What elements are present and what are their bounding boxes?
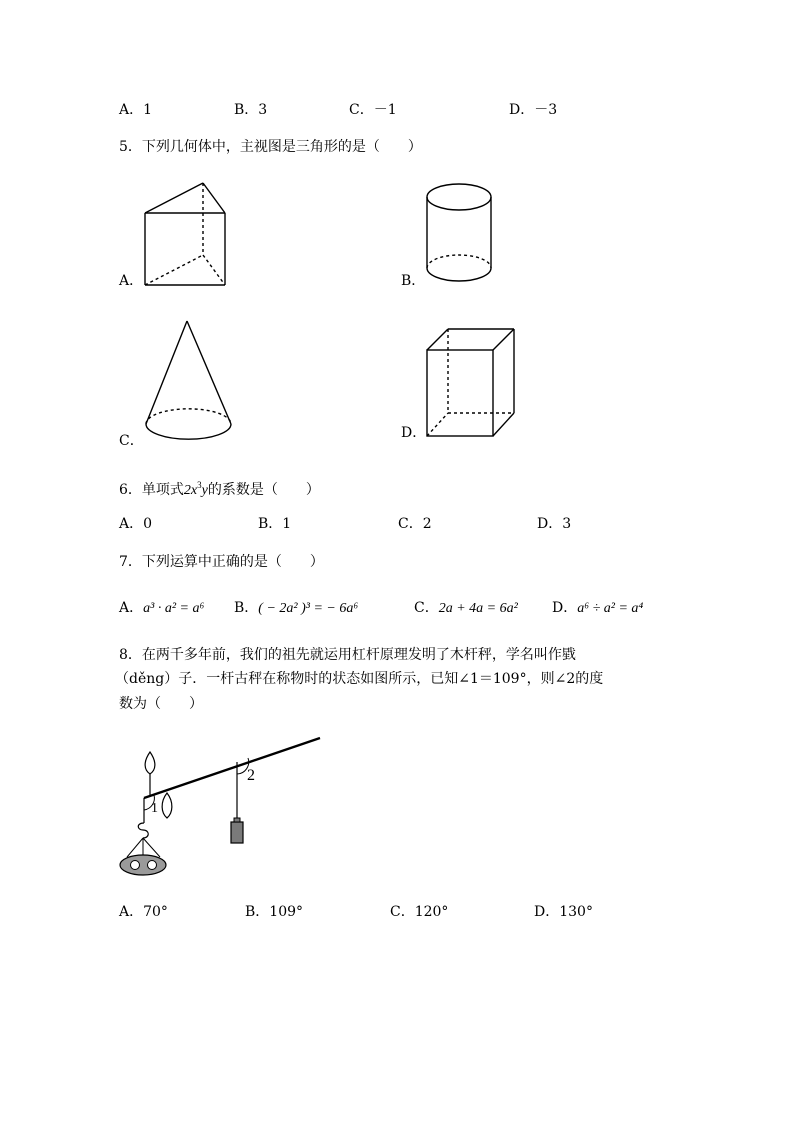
q5-option-b-label: B． [401, 273, 426, 289]
q4-option-b: B．3 [234, 102, 268, 118]
q6-option-d: D．3 [537, 516, 572, 532]
q6-option-b: B．1 [258, 516, 292, 532]
q5-option-d-label: D． [401, 425, 427, 441]
cone-figure [140, 316, 240, 450]
q7-option-c: C．2a + 4a = 6a² [414, 600, 518, 616]
cylinder-figure [422, 180, 498, 288]
q7-option-a-expression: a³ · a² = a⁶ [143, 601, 205, 616]
q8-option-b: B．109° [245, 904, 304, 920]
triangular-prism-figure [140, 178, 232, 290]
q8-stem-line1: 8．在两千多年前，我们的祖先就运用杠杆原理发明了木杆秤，学名叫作戥 [119, 647, 576, 663]
q6-option-c: C．2 [398, 516, 432, 532]
q8-option-d: D．130° [534, 904, 593, 920]
q8-option-a: A．70° [119, 904, 168, 920]
q6-stem [119, 476, 320, 500]
angle-2-label: 2 [247, 767, 255, 784]
q5-option-a-label: A． [119, 273, 144, 289]
q7-option-d-expression: a⁶ ÷ a² = a⁴ [577, 601, 644, 616]
q7-stem: 7．下列运算中正确的是（ ） [119, 554, 324, 570]
q5-option-c-label: C． [119, 433, 144, 449]
q4-option-a: A．1 [119, 102, 153, 118]
q7-option-b-expression: ( − 2a² )³ = − 6a⁶ [258, 601, 359, 616]
steelyard-figure [110, 730, 330, 880]
q4-option-c: C．－1 [349, 102, 397, 118]
q8-option-c: C．120° [390, 904, 449, 920]
q8-stem-line3: 数为（ ） [119, 696, 203, 712]
angle-1-label: 1 [151, 801, 158, 816]
q4-option-d: D．－3 [509, 102, 558, 118]
q6-option-a: A．0 [119, 516, 153, 532]
q7-option-a: A．a³ · a² = a⁶ [119, 600, 205, 616]
q7-option-b: B．( − 2a² )³ = − 6a⁶ [234, 600, 359, 616]
cuboid-figure [422, 325, 522, 443]
q7-option-c-expression: 2a + 4a = 6a² [438, 601, 518, 616]
q6-stem-prefix: 6．单项式 [119, 482, 184, 498]
q6-monomial: $2x^3y$ [183, 480, 208, 498]
q7-option-d: D．a⁶ ÷ a² = a⁴ [552, 600, 644, 616]
q5-stem: 5．下列几何体中，主视图是三角形的是（ ） [119, 139, 422, 155]
q8-stem-line2: （děng）子．一杆古秤在称物时的状态如图所示，已知∠1＝109°，则∠2的度 [115, 671, 604, 687]
q6-stem-suffix: 的系数是（ ） [207, 482, 320, 498]
